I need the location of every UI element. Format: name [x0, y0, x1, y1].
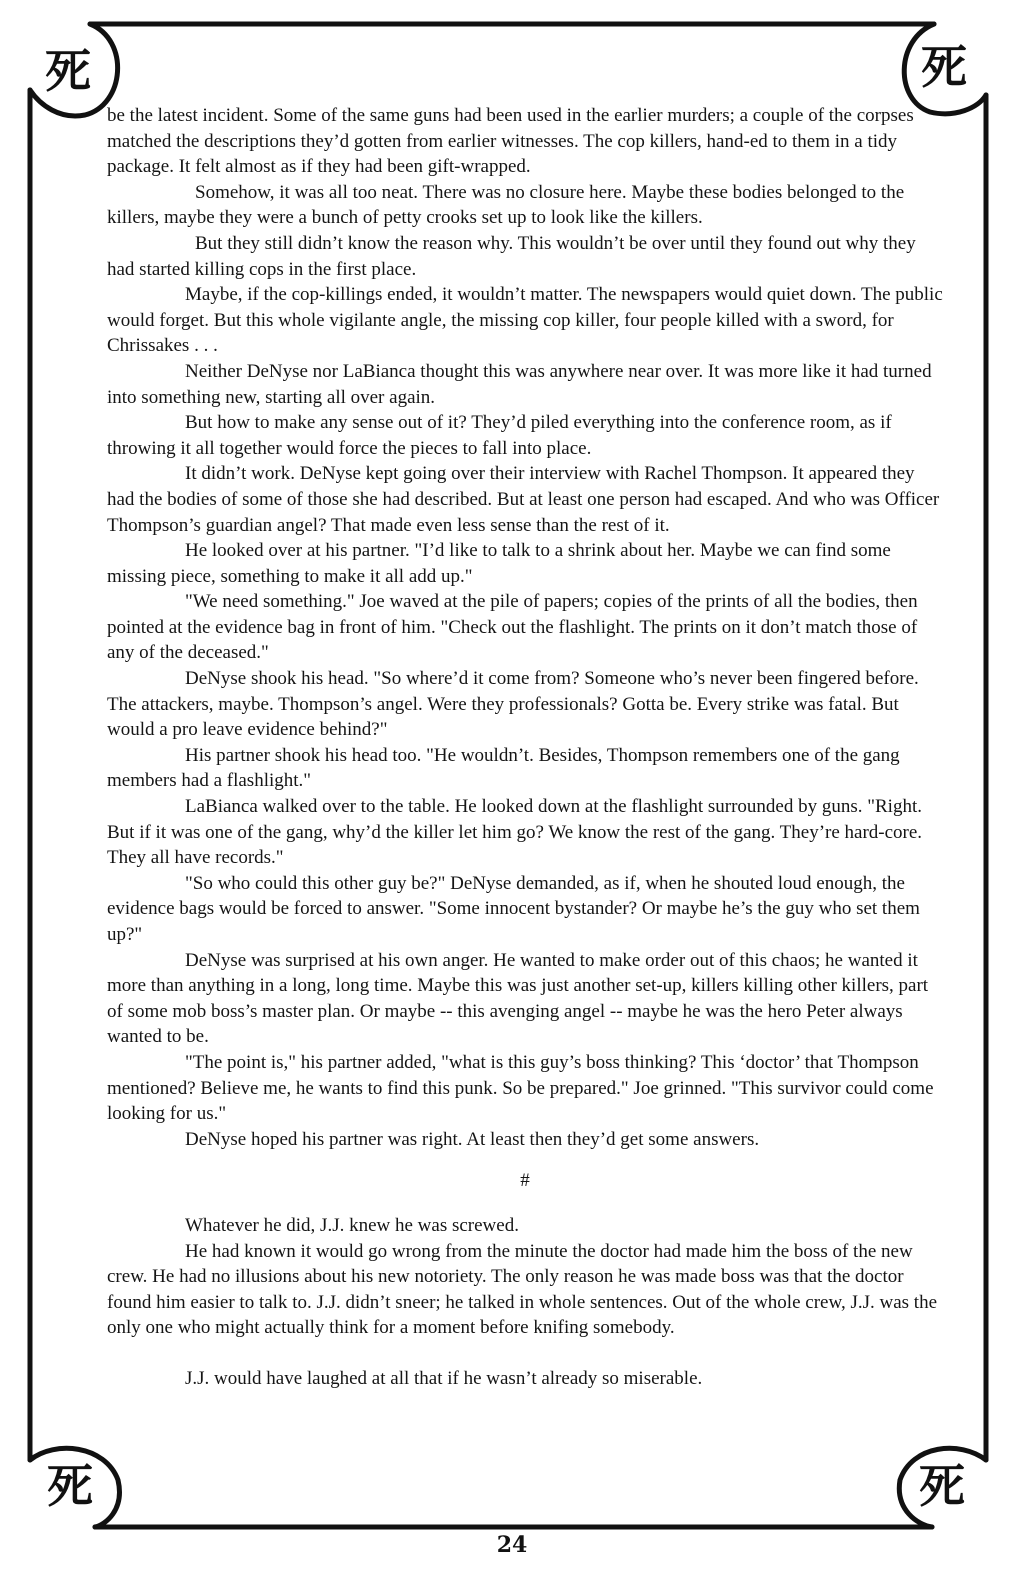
paragraph: J.J. would have laughed at all that if he wasn’t already so miserable.	[185, 1367, 703, 1389]
paragraph: But how to make any sense out of it? They’d piled everything into the conference room, as if throwing it all together would force the pieces to fall into place.	[107, 412, 892, 459]
paragraph: Somehow, it was all too neat. There was no closure here. Maybe these bodies belonged to the killers, maybe they were a bunch of petty crooks set up to look like the killers.	[107, 181, 905, 229]
paragraph: DeNyse shook his head. "So where’d it come from? Someone who’s never been fingered before. The attackers, maybe. Thompson’s angel. Were they professionals? Gotta be. Every strike was fatal. But would a pro leave evidence behind?"	[107, 668, 919, 741]
paragraph: DeNyse was surprised at his own anger. He wanted to make order out of this chaos; he wanted it more than anything in a long, long time. Maybe this was just another set-up, killers killing other killers, part of some mob boss’s master plan. Or maybe -- this avenging angel -- maybe he was the hero Peter always wanted to be.	[107, 949, 929, 1048]
paragraph: LaBianca walked over to the table. He looked down at the flashlight surrounded by guns. "Right. But if it was one of the gang, why’d the killer let him go? We know the rest of the gang. They’re hard-core. They all have records."	[107, 796, 923, 869]
paragraph: "We need something." Joe waved at the pile of papers; copies of the prints of all the bodies, then pointed at the evidence bag in front of him. "Check out the flashlight. The prints on it don’t match those of any of the deceased."	[107, 591, 918, 664]
corner-glyph-bottom-left: 死	[47, 1459, 93, 1513]
paragraph: "So who could this other guy be?" DeNyse demanded, as if, when he shouted loud enough, the evidence bags would be forced to answer. "Some innocent bystander? Or maybe he’s the guy who set them up?"	[107, 872, 920, 945]
scene-break: #	[520, 1170, 530, 1192]
corner-glyph-top-left: 死	[45, 44, 91, 98]
paragraph: His partner shook his head too. "He wouldn’t. Besides, Thompson remembers one of the gang members had a flashlight."	[107, 744, 900, 792]
paragraph: But they still didn’t know the reason why. This wouldn’t be over until they found out why they had started killing cops in the first place.	[107, 232, 916, 280]
paragraph: Neither DeNyse nor LaBianca thought this was anywhere near over. It was more like it had turned into something new, starting all over again.	[107, 360, 932, 408]
paragraph: "The point is," his partner added, "what is this guy’s boss thinking? This ‘doctor’ that Thompson mentioned? Believe me, he wants to find this punk. So be prepared." Joe grinned. "This survivor could come looking for us."	[107, 1051, 934, 1125]
corner-glyph-top-right: 死	[921, 40, 967, 94]
paragraph: He had known it would go wrong from the minute the doctor had made him the boss of the new crew. He had no illusions about his new notoriety. The only reason he was made boss was that the doctor found him easier to talk to. J.J. didn’t sneer; he talked in whole sentences. Out of the whole crew, J.J. was the only one who might actually think for a moment before knifing somebody.	[107, 1240, 937, 1339]
paragraph: Maybe, if the cop-killings ended, it wouldn’t matter. The newspapers would quiet down. The public would forget. But this whole vigilante angle, the missing cop killer, four people killed with a sword, for Chrissakes . . .	[107, 284, 943, 357]
page-number: 24	[496, 1532, 528, 1558]
story-text	[107, 103, 943, 1392]
paragraph: Whatever he did, J.J. knew he was screwed.	[185, 1214, 519, 1236]
paragraph: be the latest incident. Some of the same guns had been used in the earlier murders; a couple of the corpses matched the descriptions they’d gotten from earlier witnesses. The cop killers, hand-ed to them in a tidy package. It felt almost as if they had been gift-wrapped.	[107, 105, 914, 178]
paragraph: DeNyse hoped his partner was right. At least then they’d get some answers.	[185, 1128, 760, 1150]
paragraph: It didn’t work. DeNyse kept going over their interview with Rachel Thompson. It appeared they had the bodies of some of those she had described. But at least one person had escaped. And who was Officer Thompson’s guardian angel? That made even less sense than the rest of it.	[107, 463, 940, 536]
corner-glyph-bottom-right: 死	[919, 1459, 965, 1513]
paragraph: He looked over at his partner. "I’d like to talk to a shrink about her. Maybe we can find some missing piece, something to make it all add up."	[107, 540, 891, 587]
